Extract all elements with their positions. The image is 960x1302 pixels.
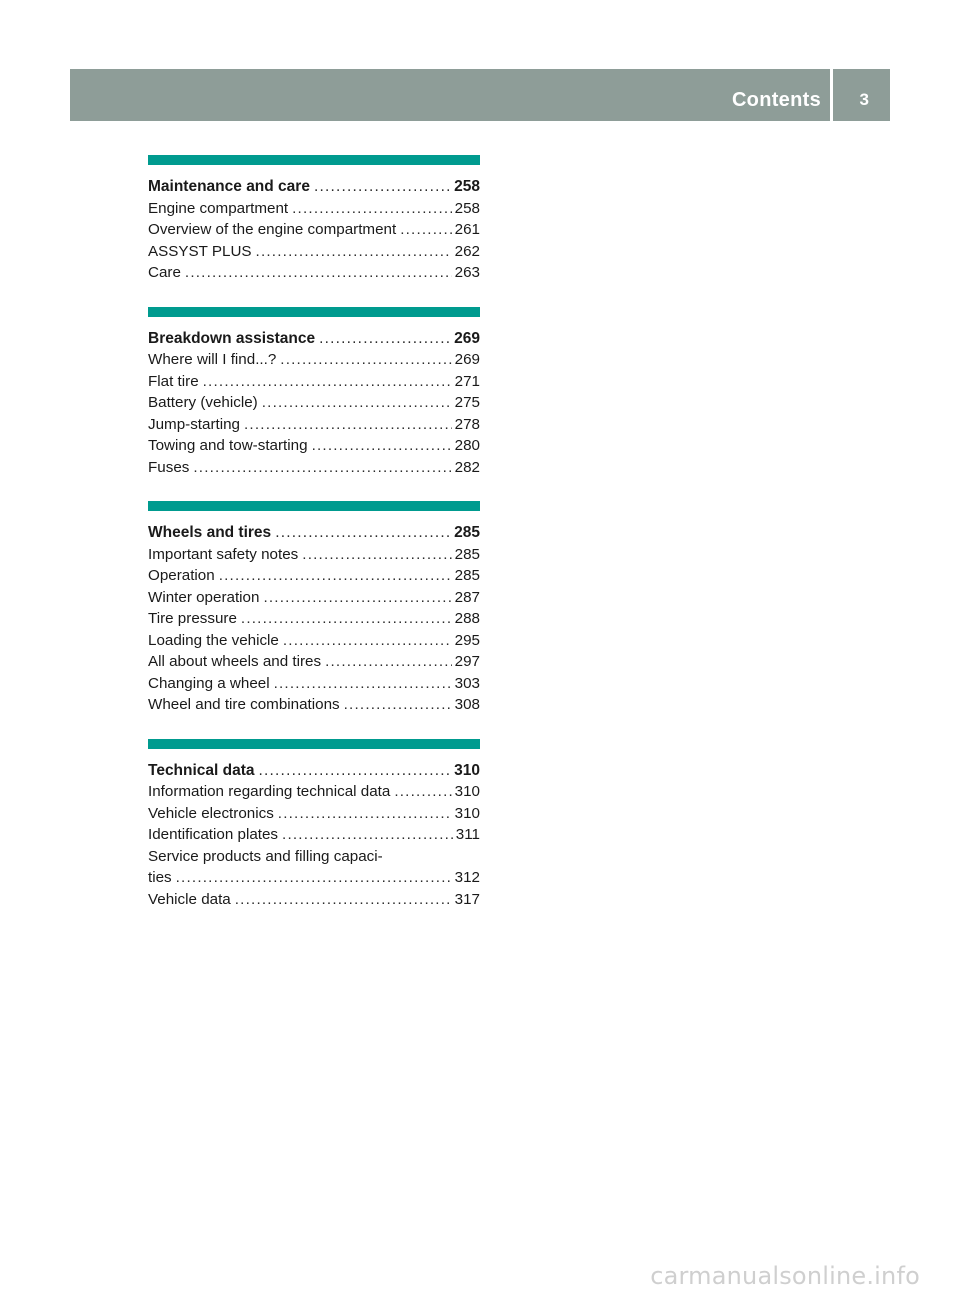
- toc-heading-page: 269: [454, 329, 480, 347]
- toc-heading-label: Maintenance and care: [148, 178, 310, 195]
- toc-section-maintenance: [148, 155, 480, 284]
- toc-entry-label: Vehicle electronics: [148, 804, 274, 822]
- dot-leader: [275, 522, 451, 544]
- section-divider-bar: [148, 501, 480, 511]
- toc-entry-label: Overview of the engine compartment: [148, 221, 397, 238]
- toc-entry-label: Operation: [148, 567, 215, 584]
- dot-leader: [302, 544, 451, 566]
- dot-leader: [344, 694, 452, 716]
- dot-leader: [235, 889, 452, 911]
- toc-entry[interactable]: [148, 824, 480, 846]
- dot-leader: [259, 760, 452, 782]
- dot-leader: [394, 781, 451, 803]
- toc-entry-page: 258: [454, 199, 480, 217]
- toc-heading-wheels-and-tires[interactable]: [148, 522, 480, 544]
- toc-section-breakdown: [148, 307, 480, 479]
- dot-leader: [292, 198, 452, 220]
- toc-heading-technical-data[interactable]: [148, 760, 480, 782]
- toc-entry-page: 287: [454, 588, 480, 606]
- toc-entry[interactable]: [148, 867, 480, 889]
- dot-leader: [263, 587, 451, 609]
- toc-entry-label: Flat tire: [148, 372, 199, 390]
- toc-heading-page: 258: [454, 178, 480, 195]
- toc-entry-page: 263: [454, 264, 480, 281]
- toc-entry[interactable]: [148, 803, 480, 825]
- toc-heading-label: Breakdown assistance: [148, 329, 316, 347]
- toc-entry-label: Engine compartment: [148, 199, 289, 217]
- section-divider-bar: [148, 307, 480, 317]
- dot-leader: [256, 241, 452, 263]
- toc-entry[interactable]: [148, 587, 480, 609]
- header-divider: [830, 69, 833, 121]
- watermark: carmanualsonline.info: [650, 1262, 920, 1290]
- toc-entry-page: 308: [454, 696, 480, 713]
- toc-entry-page: 310: [454, 804, 480, 822]
- toc-entry-label: Loading the vehicle: [148, 631, 279, 649]
- toc-entry[interactable]: [148, 241, 480, 263]
- toc-entry-label: Changing a wheel: [148, 674, 270, 692]
- toc-entry-label: Care: [148, 264, 181, 281]
- toc-entry-page: 271: [454, 372, 480, 390]
- dot-leader: [262, 392, 452, 414]
- dot-leader: [400, 219, 451, 241]
- toc-entry-label: Fuses: [148, 458, 190, 476]
- toc-entry[interactable]: [148, 457, 480, 479]
- toc-entry-label: Battery (vehicle): [148, 394, 258, 411]
- dot-leader: [193, 457, 451, 479]
- toc-heading-breakdown-assistance[interactable]: [148, 328, 480, 350]
- toc-entry-label-continuation: ties: [148, 869, 172, 886]
- section-divider-bar: [148, 155, 480, 165]
- dot-leader: [176, 867, 452, 889]
- toc-entry-page: 285: [454, 567, 480, 584]
- toc-entry-page: 295: [454, 631, 480, 649]
- section-divider-bar: [148, 739, 480, 749]
- toc-entry[interactable]: [148, 435, 480, 457]
- toc-entry-label: Service products and filling capaci-: [148, 847, 383, 865]
- dot-leader: [312, 435, 452, 457]
- toc-entry-label: All about wheels and tires: [148, 653, 322, 670]
- toc-entry[interactable]: [148, 544, 480, 566]
- toc-entry-page: 280: [454, 437, 480, 454]
- dot-leader: [241, 608, 452, 630]
- dot-leader: [325, 651, 452, 673]
- dot-leader: [319, 328, 451, 350]
- toc-entry-label: Important safety notes: [148, 545, 299, 563]
- toc-entry-label: Wheel and tire combinations: [148, 696, 340, 713]
- toc-entry-page: 269: [454, 351, 480, 368]
- toc-entry-page: 317: [454, 890, 480, 908]
- dot-leader: [244, 414, 452, 436]
- table-of-contents: [148, 155, 480, 933]
- toc-entry-page: 288: [454, 610, 480, 627]
- toc-section-technical: [148, 739, 480, 911]
- toc-entry-page: 262: [454, 242, 480, 260]
- toc-entry-page: 282: [454, 458, 480, 476]
- header-title: Contents: [731, 89, 821, 111]
- toc-entry-label: Winter operation: [148, 588, 260, 606]
- toc-entry[interactable]: [148, 630, 480, 652]
- toc-entry-page: 311: [455, 826, 480, 843]
- dot-leader: [185, 262, 452, 284]
- toc-entry-label: Tire pressure: [148, 610, 237, 627]
- toc-entry[interactable]: [148, 673, 480, 695]
- dot-leader: [278, 803, 452, 825]
- dot-leader: [274, 673, 452, 695]
- toc-entry[interactable]: [148, 651, 480, 673]
- toc-entry[interactable]: [148, 392, 480, 414]
- toc-entry[interactable]: [148, 565, 480, 587]
- toc-entry-page: 278: [454, 415, 480, 433]
- toc-entry-label: Identification plates: [148, 826, 279, 843]
- toc-entry-wrapped-line[interactable]: [148, 846, 480, 868]
- toc-entry-page: 303: [454, 674, 480, 692]
- toc-entry-page: 261: [454, 221, 480, 238]
- toc-entry-page: 310: [454, 783, 480, 800]
- toc-heading-label: Wheels and tires: [148, 524, 272, 541]
- dot-leader: [314, 176, 451, 198]
- dot-leader: [282, 824, 453, 846]
- page-header: [70, 69, 890, 121]
- toc-entry-page: 275: [454, 394, 480, 411]
- toc-entry[interactable]: [148, 694, 480, 716]
- toc-entry-page: 285: [454, 545, 480, 563]
- toc-heading-maintenance-and-care[interactable]: [148, 176, 480, 198]
- toc-entry[interactable]: [148, 349, 480, 371]
- toc-section-wheels: [148, 501, 480, 716]
- toc-entry-page: 312: [454, 869, 480, 886]
- toc-heading-page: 310: [454, 761, 480, 779]
- toc-entry[interactable]: [148, 889, 480, 911]
- dot-leader: [219, 565, 452, 587]
- toc-entry-label: Where will I find...?: [148, 351, 277, 368]
- toc-entry-label: Vehicle data: [148, 890, 231, 908]
- toc-entry-page: 297: [454, 653, 480, 670]
- dot-leader: [280, 349, 451, 371]
- toc-entry[interactable]: [148, 219, 480, 241]
- toc-entry-label: Jump-starting: [148, 415, 241, 433]
- toc-entry[interactable]: [148, 198, 480, 220]
- dot-leader: [283, 630, 452, 652]
- dot-leader: [203, 371, 452, 393]
- toc-entry[interactable]: [148, 608, 480, 630]
- toc-entry-label: ASSYST PLUS: [148, 242, 252, 260]
- toc-entry[interactable]: [148, 781, 480, 803]
- toc-entry[interactable]: [148, 371, 480, 393]
- toc-heading-label: Technical data: [148, 761, 255, 779]
- toc-entry[interactable]: [148, 262, 480, 284]
- header-page-number: 3: [859, 90, 869, 109]
- toc-entry-label: Towing and tow-starting: [148, 437, 308, 454]
- toc-entry[interactable]: [148, 414, 480, 436]
- toc-entry-label: Information regarding technical data: [148, 783, 391, 800]
- toc-heading-page: 285: [454, 524, 480, 541]
